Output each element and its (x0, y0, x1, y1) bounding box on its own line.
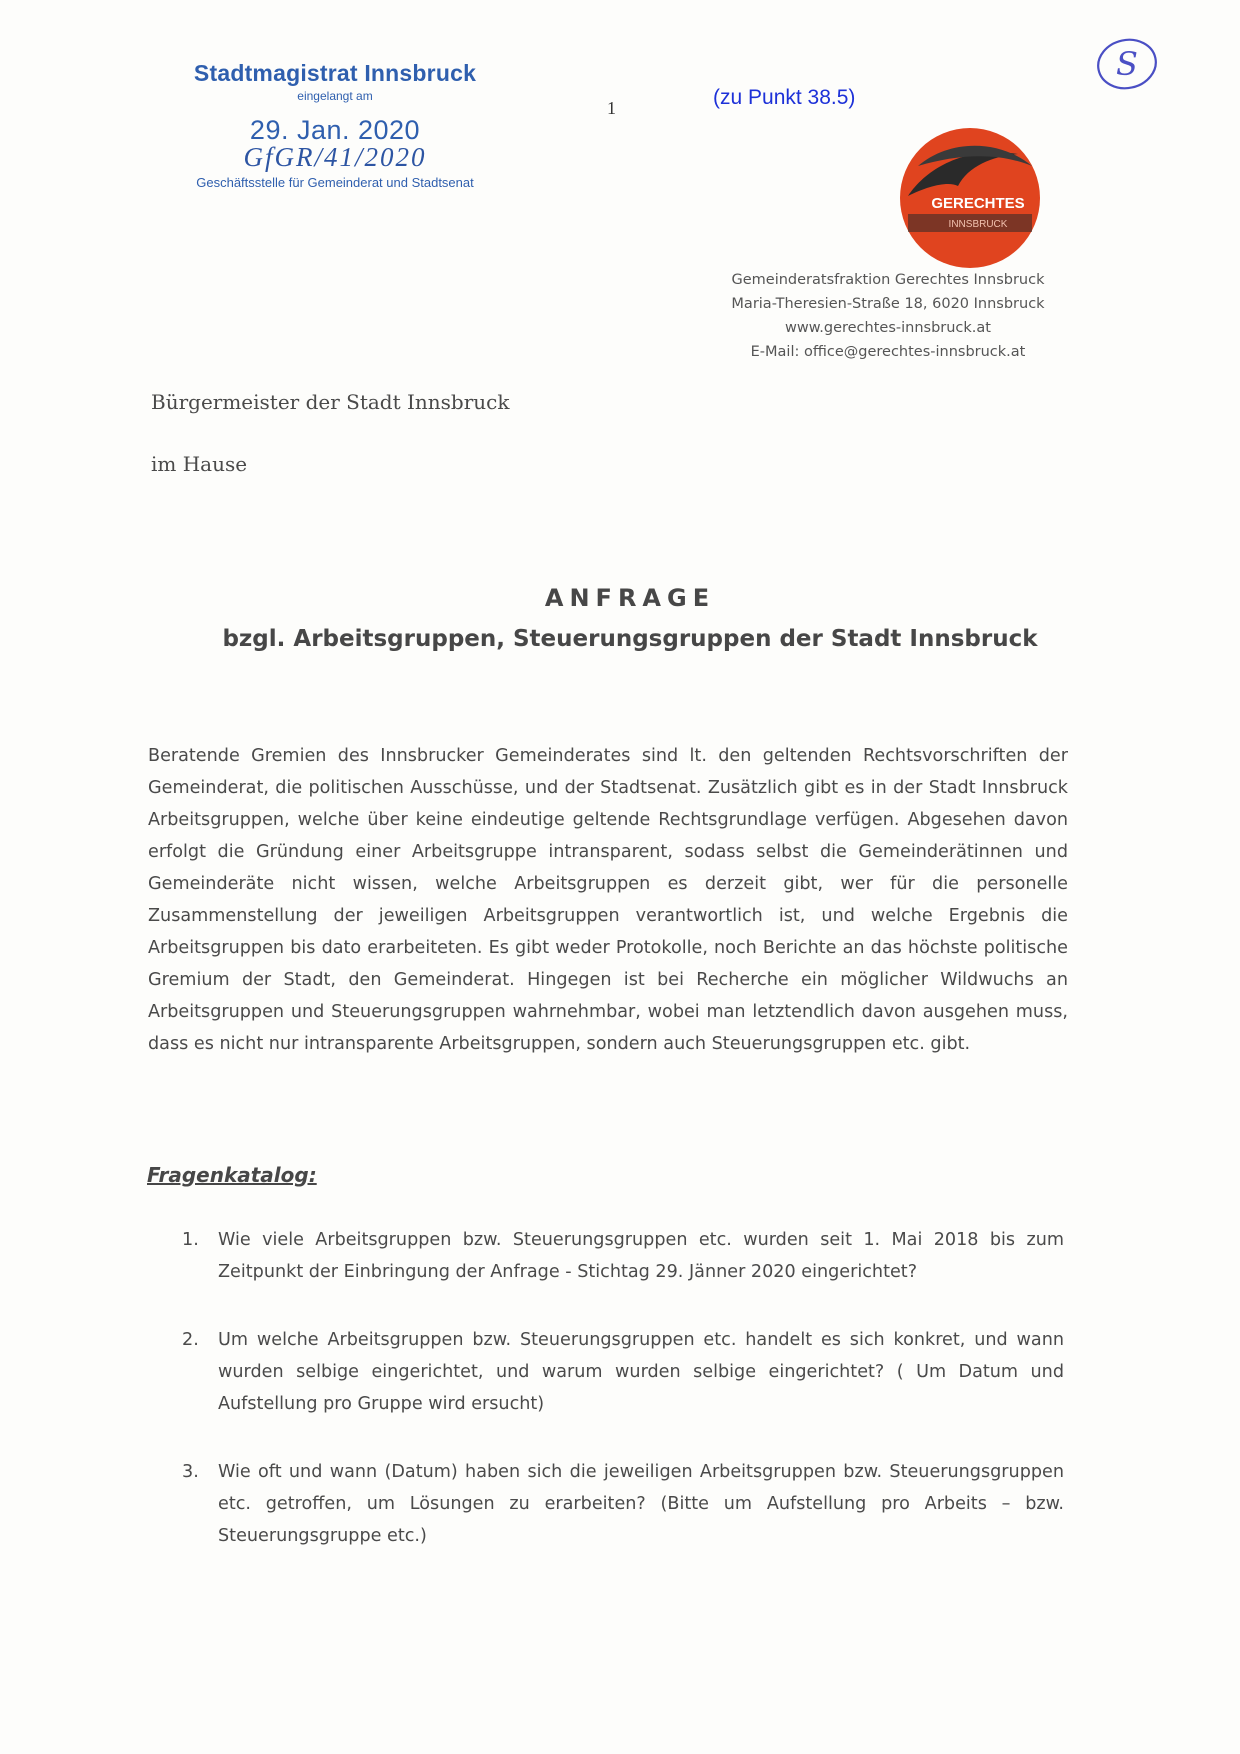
question-text: Um welche Arbeitsgruppen bzw. Steuerungsgruppen etc. handelt es sich konkret, und wann wurden selbige eingerichtet, und warum wurden selbige eingerichtet? ( Um Datum und Aufstellung pro Gruppe wird ersucht) (218, 1330, 1064, 1414)
catalog-heading: Fragenkatalog: (147, 1163, 317, 1187)
recipient-location: im Hause (151, 452, 248, 476)
stamp-date: 29. Jan. 2020 (249, 115, 421, 145)
question-number: 3. (182, 1462, 199, 1482)
document-subtitle: bzgl. Arbeitsgruppen, Steuerungsgruppen der Stadt Innsbruck (222, 626, 1038, 652)
document-title: ANFRAGE (544, 584, 716, 612)
stamp-office: Stadtmagistrat Innsbruck (193, 60, 477, 86)
question-text: Wie viele Arbeitsgruppen bzw. Steuerungsgruppen etc. wurden seit 1. Mai 2018 bis zum Zeitpunkt der Einbringung der Anfrage - Stichtag 29. Jänner 2020 eingerichtet? (218, 1230, 1064, 1282)
recipient-name: Bürgermeister der Stadt Innsbruck (151, 390, 510, 414)
corner-mark-text: S (1116, 45, 1138, 83)
stamp-department: Geschäftsstelle für Gemeinderat und Stadtsenat (196, 175, 474, 190)
body-paragraph: Beratende Gremien des Innsbrucker Gemeinderates sind lt. den geltenden Rechtsvorschriften der Gemeinderat, die politischen Ausschüsse, und der Stadtsenat. Zusätzlich gibt es in der Stadt Innsbruck Arbeitsgruppen, welche über keine eindeutige geltende Rechtsgrundlage verfügen. Abgesehen davon erfolgt die Gründung einer Arbeitsgruppe intransparent, sodass selbst die Gemeinderätinnen und Gemeinderäte nicht wissen, welche Arbeitsgruppen es derzeit gibt, wer für die personelle Zusammenstellung der jeweiligen Arbeitsgruppen verantwortlich ist, und welche Ergebnis die Arbeitsgruppen bis dato erarbeiteten. Es gibt weder Protokolle, noch Berichte an das höchste politische Gremium der Stadt, den Gemeinderat. Hingegen ist bei Recherche ein möglicher Wildwuchs an Arbeitsgruppen und Steuerungsgruppen wahrnehmbar, wobei man letztendlich davon ausgehen muss, dass es nicht nur intransparente Arbeitsgruppen, sondern auch Steuerungsgruppen etc. gibt. (148, 746, 1068, 1054)
sender-email: E-Mail: office@gerechtes-innsbruck.at (750, 344, 1026, 360)
question-item (182, 1324, 1064, 1420)
page-number: 1 (607, 98, 616, 118)
stamp-reference: GfGR/41/2020 (243, 142, 427, 172)
stamp-received-label: eingelangt am (297, 89, 373, 103)
sender-address (688, 268, 1088, 364)
circled-mark-icon (1094, 34, 1160, 94)
logo-text-bottom: INNSBRUCK (948, 219, 1008, 230)
question-text: Wie oft und wann (Datum) haben sich die jeweiligen Arbeitsgruppen bzw. Steuerungsgruppen etc. getroffen, um Lösungen zu erarbeiten? (Bitte um Aufstellung pro Arbeits – bzw. Steuerungsgruppe etc.) (218, 1462, 1064, 1546)
logo-text-top: GERECHTES (931, 195, 1025, 212)
sender-website: www.gerechtes-innsbruck.at (785, 320, 991, 336)
question-item (182, 1456, 1064, 1552)
receipt-stamp (175, 60, 495, 190)
agenda-reference: (zu Punkt 38.5) (713, 86, 856, 109)
question-number: 2. (182, 1330, 199, 1350)
sender-line-1: Gemeinderatsfraktion Gerechtes Innsbruck (731, 272, 1045, 288)
question-number: 1. (182, 1230, 199, 1250)
party-logo (898, 126, 1042, 270)
question-item (182, 1224, 1064, 1288)
sender-line-2: Maria-Theresien-Straße 18, 6020 Innsbruck (731, 296, 1045, 312)
question-list (182, 1224, 1064, 1552)
